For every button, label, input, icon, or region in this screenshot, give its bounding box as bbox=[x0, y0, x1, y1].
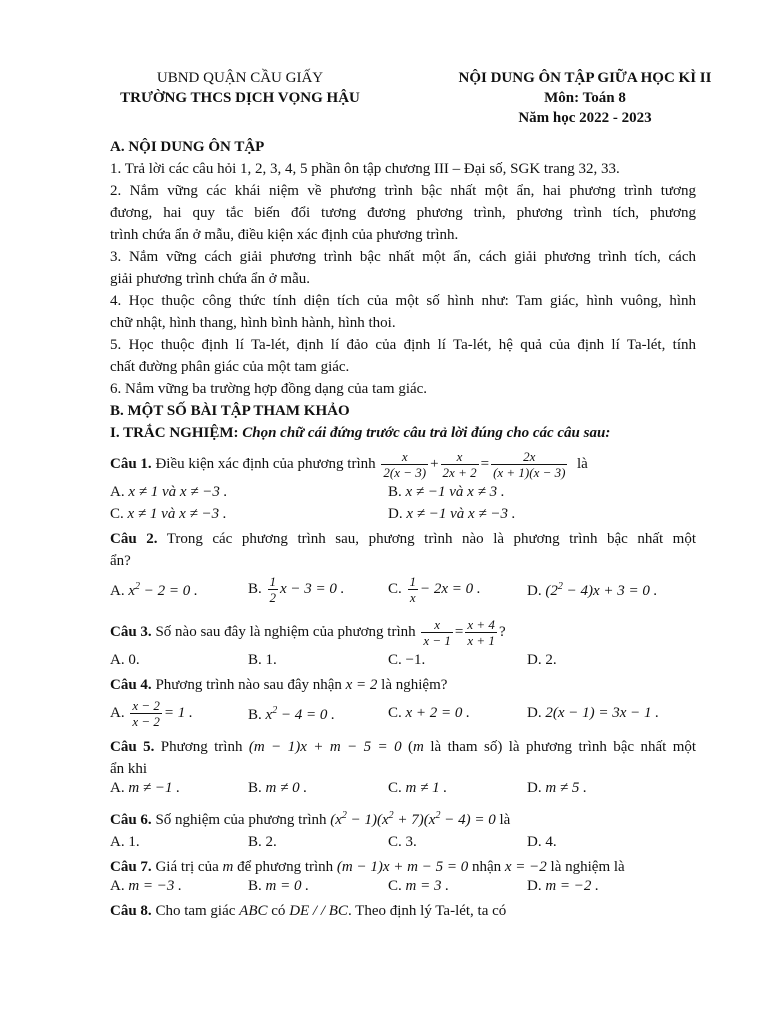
option-b[interactable]: B. $x^2 - 4 = 0$ . bbox=[248, 705, 335, 723]
part-1-instructions: Chọn chữ cái đứng trước câu trả lời đúng cho các câu sau: bbox=[242, 425, 611, 441]
review-item-5b: chất đường phân giác của một tam giác. bbox=[110, 359, 350, 375]
options-row bbox=[110, 834, 696, 856]
question-1 bbox=[110, 444, 696, 484]
option-a[interactable]: A. $\frac{x - 2}{x - 2}$ = 1 . bbox=[110, 698, 193, 729]
question-8 bbox=[110, 900, 696, 922]
question-tail: ? bbox=[498, 623, 506, 640]
triangle: ABC bbox=[239, 903, 268, 919]
option-c[interactable]: C. m = 3 . bbox=[388, 878, 449, 894]
question-5-cont: ẩn khi bbox=[110, 761, 148, 777]
question-label: Câu 3. bbox=[110, 623, 152, 640]
review-item-3b: giải phương trình chứa ẩn ở mẫu. bbox=[110, 271, 310, 287]
section-b-title: B. MỘT SỐ BÀI TẬP THAM KHẢO bbox=[110, 403, 350, 419]
numerator: x + 4 bbox=[467, 616, 495, 632]
denominator: x + 1 bbox=[467, 632, 495, 648]
option-d[interactable]: D. 2. bbox=[527, 652, 557, 668]
operator: + bbox=[430, 455, 439, 472]
question-6 bbox=[110, 802, 696, 834]
options-row bbox=[110, 652, 696, 674]
parameter: m bbox=[413, 739, 424, 755]
question-text: là tham số) là phương trình bậc nhất một bbox=[430, 739, 697, 755]
option-c[interactable]: C. m ≠ 1 . bbox=[388, 780, 448, 796]
question-text: nhận bbox=[471, 859, 502, 875]
options-row bbox=[110, 878, 696, 900]
question-3 bbox=[110, 612, 696, 652]
question-label: Câu 2. bbox=[110, 531, 158, 547]
review-item-5a: 5. Học thuộc định lí Ta-lét, định lí đảo của định lí Ta-lét, hệ quả của định lí Ta-lét, tính bbox=[110, 337, 696, 353]
option-b[interactable]: B. 1. bbox=[248, 652, 277, 668]
option-a[interactable]: A. $x^2 - 2 = 0$ . bbox=[110, 581, 198, 599]
exam-header bbox=[430, 68, 740, 128]
option-a[interactable]: A. 1. bbox=[110, 834, 140, 850]
fraction bbox=[465, 617, 497, 648]
option-b[interactable]: B. m ≠ 0 . bbox=[248, 780, 308, 796]
question-text: Điều kiện xác định của phương trình bbox=[155, 455, 376, 472]
denominator: 2x + 2 bbox=[442, 464, 477, 480]
content bbox=[110, 136, 696, 922]
denominator: x − 1 bbox=[423, 632, 451, 648]
question-text: có bbox=[271, 903, 286, 919]
school-name: TRƯỜNG THCS DỊCH VỌNG HẬU bbox=[120, 90, 360, 106]
district-name: UBND QUẬN CẦU GIẤY bbox=[156, 70, 324, 86]
school-header bbox=[100, 68, 380, 108]
review-item-1: 1. Trả lời các câu hỏi 1, 2, 3, 4, 5 phần ôn tập chương III – Đại số, SGK trang 32, 33. bbox=[110, 161, 620, 177]
part-1-label: I. TRẮC NGHIỆM: bbox=[110, 425, 239, 441]
fraction bbox=[421, 617, 453, 648]
option-b[interactable]: B. 2. bbox=[248, 834, 277, 850]
option-c[interactable]: C. x ≠ 1 và x ≠ −3 . bbox=[110, 506, 227, 522]
question-tail: là bbox=[576, 455, 588, 472]
question-label: Câu 8. bbox=[110, 903, 152, 919]
question-text: Cho tam giác bbox=[155, 903, 236, 919]
denominator: 2(x − 3) bbox=[383, 464, 427, 480]
equation: (m − 1)x + m − 5 = 0 bbox=[248, 739, 402, 755]
option-c[interactable]: C. −1. bbox=[388, 652, 426, 668]
option-b[interactable]: B. $\frac{1}{2}$ x − 3 = 0 . bbox=[248, 574, 345, 605]
option-c[interactable]: C. 3. bbox=[388, 834, 417, 850]
option-b[interactable]: B. m = 0 . bbox=[248, 878, 309, 894]
condition: x = −2 bbox=[504, 859, 547, 875]
question-text: để phương trình bbox=[237, 859, 334, 875]
review-item-3a: 3. Nắm vững cách giải phương trình bậc nhất một ẩn, cách giải phương trình tích, cách bbox=[110, 249, 696, 265]
question-2-cont: ẩn? bbox=[110, 553, 131, 569]
question-label: Câu 5. bbox=[110, 739, 155, 755]
question-text: Số nghiệm của phương trình bbox=[155, 812, 327, 828]
question-label: Câu 4. bbox=[110, 677, 152, 693]
option-d[interactable]: D. m = −2 . bbox=[527, 878, 599, 894]
options-row bbox=[110, 696, 696, 736]
fraction bbox=[441, 449, 479, 480]
question-text: Số nào sau đây là nghiệm của phương trình bbox=[155, 623, 416, 640]
doc-title: NỘI DUNG ÔN TẬP GIỮA HỌC KÌ II bbox=[458, 70, 712, 86]
question-label: Câu 1. bbox=[110, 455, 152, 472]
option-d[interactable]: D. $(2^2 - 4)x + 3 = 0$ . bbox=[527, 581, 658, 599]
option-c[interactable]: C. x + 2 = 0 . bbox=[388, 705, 470, 721]
review-item-2c: trình chứa ẩn ở mẫu, điều kiện xác định của phương trình. bbox=[110, 227, 459, 243]
review-item-4b: chữ nhật, hình thang, hình bình hành, hình thoi. bbox=[110, 315, 396, 331]
part-1-heading bbox=[110, 422, 696, 444]
options-row bbox=[110, 780, 696, 802]
denominator: (x + 1)(x − 3) bbox=[493, 464, 566, 480]
fraction bbox=[381, 449, 428, 480]
review-item-4a: 4. Học thuộc công thức tính diện tích của một số hình như: Tam giác, hình vuông, hình bbox=[110, 293, 696, 309]
question-5: Câu 5. Phương trình (m − 1)x + m − 5 = 0 (m là tham số) là phương trình bậc nhất một bbox=[110, 739, 697, 755]
equation: $(x^2 - 1)(x^2 + 7)(x^2 - 4) = 0$ bbox=[330, 810, 496, 828]
option-a[interactable]: A. m = −3 . bbox=[110, 878, 182, 894]
question-7 bbox=[110, 856, 696, 878]
review-item-6: 6. Nắm vững ba trường hợp đồng dạng của tam giác. bbox=[110, 381, 428, 397]
question-label: Câu 6. bbox=[110, 812, 152, 828]
numerator: 2x bbox=[523, 448, 536, 464]
question-text: Giá trị của bbox=[155, 859, 219, 875]
numerator: x bbox=[434, 616, 441, 632]
option-a[interactable]: A. m ≠ −1 . bbox=[110, 780, 181, 796]
question-4 bbox=[110, 674, 696, 696]
option-d[interactable]: D. m ≠ 5 . bbox=[527, 780, 587, 796]
question-tail: . Theo định lý Ta-lét, ta có bbox=[347, 903, 507, 919]
question-label: Câu 7. bbox=[110, 859, 152, 875]
school-year: Năm học 2022 - 2023 bbox=[518, 110, 652, 126]
subject: Môn: Toán 8 bbox=[544, 90, 626, 106]
condition: x = 2 bbox=[345, 677, 378, 693]
option-a[interactable]: A. x ≠ 1 và x ≠ −3 . bbox=[110, 484, 228, 500]
review-item-2b: đương, hai quy tắc biến đổi tương đương phương trình, phương trình tích, phương bbox=[110, 205, 696, 221]
numerator: x bbox=[401, 448, 408, 464]
option-b[interactable]: B. x ≠ −1 và x ≠ 3 . bbox=[388, 484, 505, 500]
options-row bbox=[110, 572, 696, 612]
option-c[interactable]: C. $\frac{1}{x}$ − 2x = 0 . bbox=[388, 574, 481, 605]
question-text: Phương trình bbox=[160, 739, 243, 755]
operator: = bbox=[454, 623, 464, 640]
parameter: m bbox=[222, 859, 234, 875]
option-a[interactable]: A. 0. bbox=[110, 652, 140, 668]
equation: (m − 1)x + m − 5 = 0 bbox=[336, 859, 469, 875]
review-item-2a: 2. Nắm vững các khái niệm về phương trình bậc nhất một ẩn, hai phương trình tương bbox=[110, 183, 696, 199]
section-a-title: A. NỘI DUNG ÔN TẬP bbox=[110, 139, 265, 155]
option-d[interactable]: D. x ≠ −1 và x ≠ −3 . bbox=[388, 506, 516, 522]
operator: = bbox=[480, 455, 490, 472]
question-tail: là nghiệm? bbox=[381, 677, 448, 693]
numerator: x bbox=[456, 448, 463, 464]
question-tail: là bbox=[499, 812, 511, 828]
question-text: Trong các phương trình sau, phương trình nào là phương trình bậc nhất một bbox=[166, 531, 697, 547]
option-d[interactable]: D. 2(x − 1) = 3x − 1 . bbox=[527, 705, 660, 721]
question-text: Phương trình nào sau đây nhận bbox=[155, 677, 342, 693]
parallel-condition: DE / / BC bbox=[289, 903, 348, 919]
options-row bbox=[110, 484, 696, 506]
options-row bbox=[110, 506, 696, 528]
question-2 bbox=[110, 528, 696, 550]
fraction bbox=[491, 449, 567, 480]
question-tail: là nghiệm là bbox=[550, 859, 625, 875]
option-d[interactable]: D. 4. bbox=[527, 834, 557, 850]
